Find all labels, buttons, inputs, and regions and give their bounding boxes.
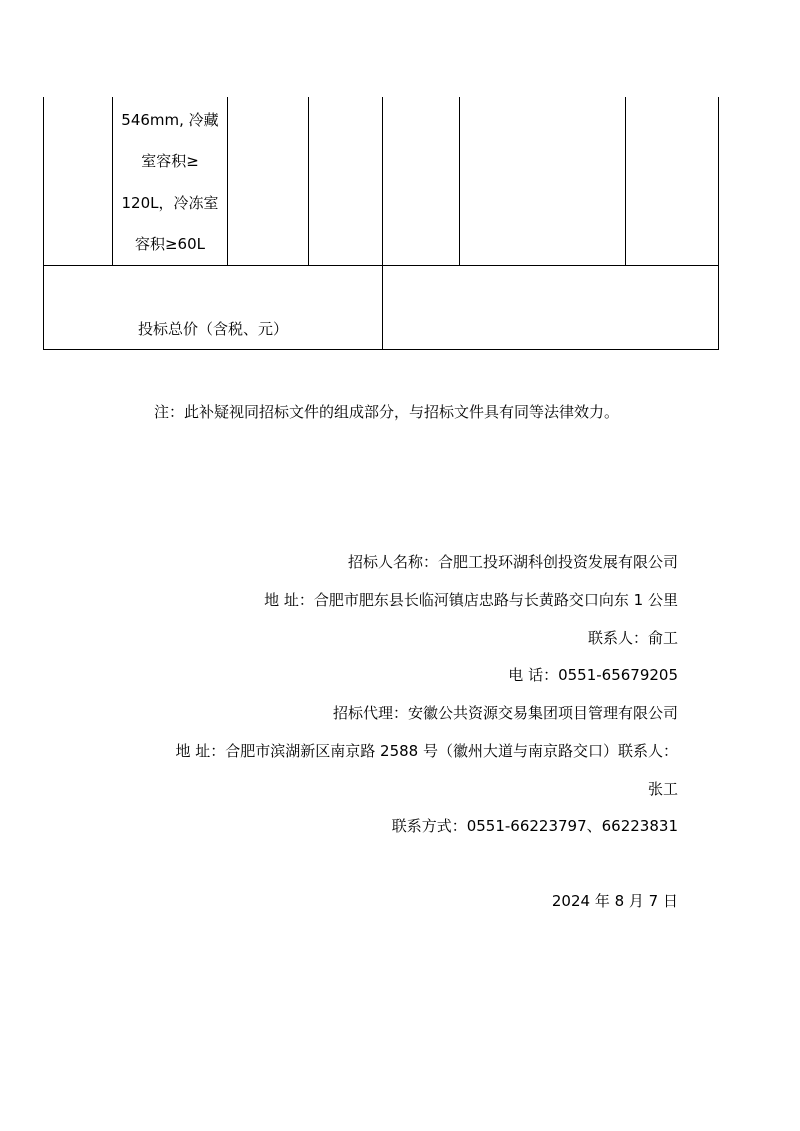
total-price-label: 投标总价（含税、元） xyxy=(137,320,288,338)
spec-line: 546mm, 冷藏 xyxy=(121,111,219,129)
table-vline xyxy=(43,97,44,350)
table-vline xyxy=(718,97,719,350)
spec-line: 容积≥60L xyxy=(134,235,205,253)
tenderer-address: 地 址：合肥市肥东县长临河镇店忠路与长黄路交口向东 1 公里 xyxy=(264,591,678,609)
tenderer-phone: 电 话：0551-65679205 xyxy=(508,666,678,684)
table-vline xyxy=(625,97,626,266)
agent-name: 招标代理：安徽公共资源交易集团项目管理有限公司 xyxy=(332,704,678,722)
tenderer-contact: 联系人：俞工 xyxy=(587,629,678,647)
table-vline xyxy=(308,97,309,266)
agent-contact: 张工 xyxy=(647,780,678,798)
note-text: 注：此补疑视同招标文件的组成部分，与招标文件具有同等法律效力。 xyxy=(154,403,620,421)
table-hline xyxy=(43,265,719,266)
spec-line: 120L，冷冻室 xyxy=(121,194,219,212)
tenderer-name: 招标人名称：合肥工投环湖科创投资发展有限公司 xyxy=(347,553,678,571)
table-vline xyxy=(459,97,460,266)
spec-line: 室容积≥ xyxy=(141,152,199,170)
table-hline xyxy=(43,349,719,350)
document-date: 2024 年 8 月 7 日 xyxy=(551,892,678,910)
table-vline xyxy=(382,97,383,350)
agent-phone: 联系方式：0551-66223797、66223831 xyxy=(391,817,678,835)
agent-address: 地 址：合肥市滨湖新区南京路 2588 号（徽州大道与南京路交口）联系人： xyxy=(175,742,678,760)
